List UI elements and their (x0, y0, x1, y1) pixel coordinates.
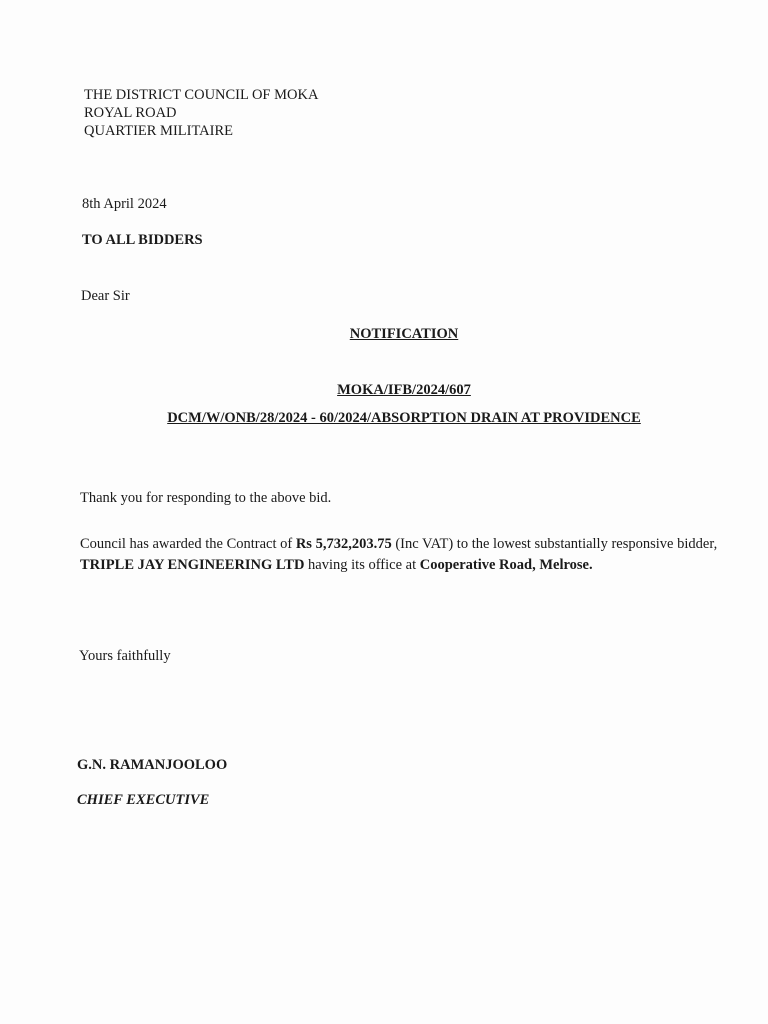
sender-street: ROYAL ROAD (84, 105, 177, 121)
closing: Yours faithfully (79, 648, 171, 664)
bidder-address: Cooperative Road, Melrose. (419, 557, 593, 573)
award-text-3: having its office at (304, 557, 420, 573)
thanks-text: Thank you for responding to the above bid. (80, 490, 332, 506)
letter-date: 8th April 2024 (82, 196, 167, 212)
sender-name: THE DISTRICT COUNCIL OF MOKA (84, 87, 319, 103)
award-text-2: (Inc VAT) to the lowest substantially responsive bidder, (391, 536, 718, 552)
award-text-1: Council has awarded the Contract of (80, 536, 296, 552)
salutation: Dear Sir (81, 288, 130, 304)
notification-heading: NOTIFICATION (349, 326, 459, 342)
bid-reference: MOKA/IFB/2024/607 (337, 382, 471, 398)
sender-locality: QUARTIER MILITAIRE (84, 123, 233, 139)
award-amount: Rs 5,732,203.75 (295, 536, 392, 552)
contract-reference: DCM/W/ONB/28/2024 - 60/2024/ABSORPTION DRAIN AT PROVIDENCE (167, 410, 641, 426)
award-paragraph (80, 534, 730, 576)
signatory-title: CHIEF EXECUTIVE (77, 792, 210, 808)
recipient: TO ALL BIDDERS (82, 232, 203, 248)
signatory-name: G.N. RAMANJOOLOO (77, 757, 228, 773)
awarded-bidder: TRIPLE JAY ENGINEERING LTD (80, 557, 305, 573)
